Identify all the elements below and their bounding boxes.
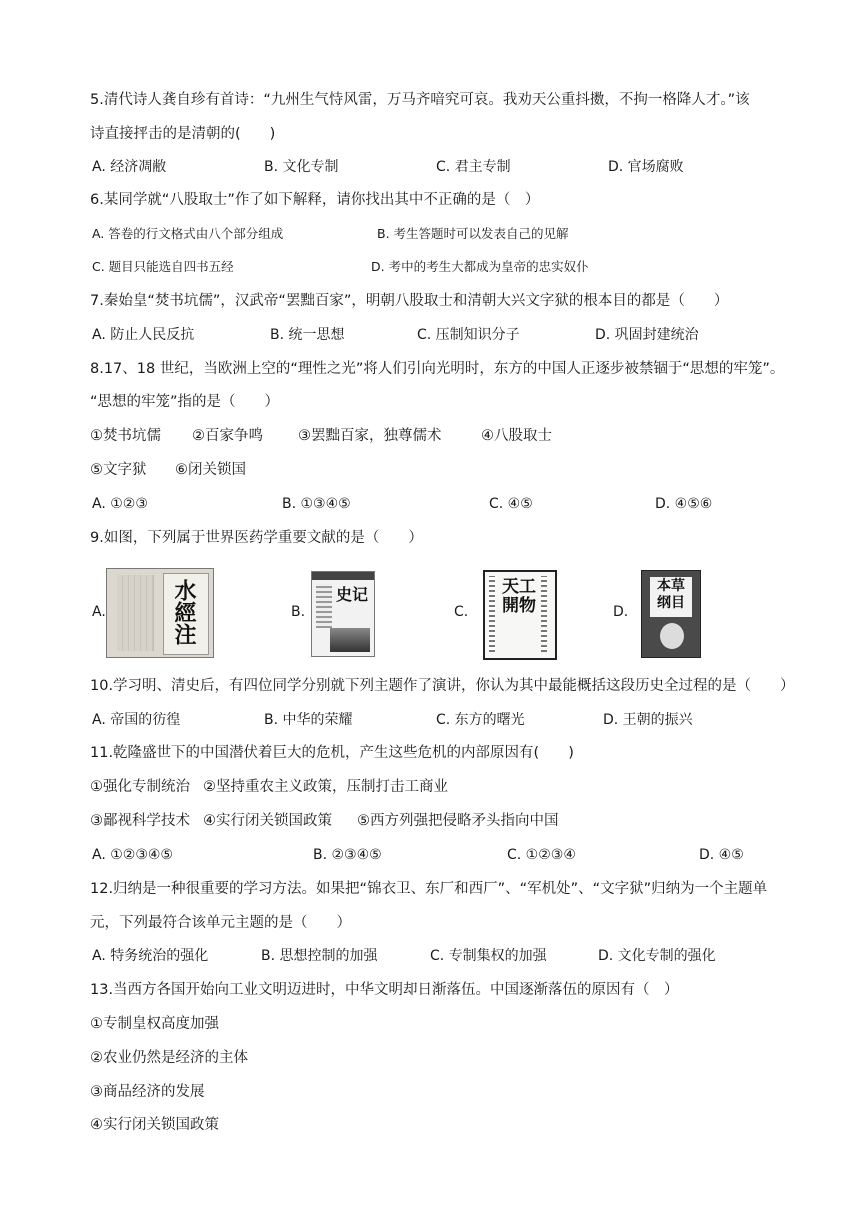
book-c-right-text <box>541 576 547 652</box>
q11-option-a[interactable]: A. ①②③④⑤ <box>92 847 173 863</box>
q5-stem-line1: 5.清代诗人龚自珍有首诗：“九州生气恃风雷，万马齐喑究可哀。我劝天公重抖擞，不拘一格降人才。”该 <box>90 92 750 108</box>
q8-item-2: ②百家争鸣 <box>192 428 263 444</box>
q13-item-2: ②农业仍然是经济的主体 <box>90 1050 248 1066</box>
book-b-top-band <box>312 572 374 580</box>
q10-option-b[interactable]: B. 中华的荣耀 <box>264 712 353 728</box>
q6-option-a[interactable]: A. 答卷的行文格式由八个部分组成 <box>92 226 284 241</box>
q12-stem-line2: 元，下列最符合该单元主题的是（ ） <box>90 915 351 931</box>
book-b-side-text <box>316 584 332 628</box>
q11-option-b[interactable]: B. ②③④⑤ <box>313 847 382 863</box>
q9-book-b-image[interactable] <box>311 571 375 657</box>
q6-stem: 6.某同学就“八股取士”作了如下解释，请你找出其中不正确的是（ ） <box>90 192 540 208</box>
book-d-title: 本草纲目 <box>657 578 685 611</box>
q11-item-5: ⑤西方列强把侵略矛头指向中国 <box>357 813 559 829</box>
q6-option-b[interactable]: B. 考生答题时可以发表自己的见解 <box>377 226 569 241</box>
q12-stem-line1: 12.归纳是一种很重要的学习方法。如果把“锦衣卫、东厂和西厂”、“军机处”、“文字狱”归纳为一个主题单 <box>90 881 768 897</box>
q11-item-3: ③鄙视科学技术 <box>90 813 190 829</box>
q7-option-c[interactable]: C. 压制知识分子 <box>417 327 520 343</box>
q7-option-b[interactable]: B. 统一思想 <box>270 327 345 343</box>
q11-item-2: ②坚持重农主义政策，压制打击工商业 <box>203 779 448 795</box>
q8-option-b[interactable]: B. ①③④⑤ <box>282 496 351 512</box>
q5-stem-line2: 诗直接抨击的是清朝的( ) <box>90 126 276 142</box>
q9-book-d-image[interactable] <box>641 570 701 658</box>
q8-item-1: ①焚书坑儒 <box>90 428 161 444</box>
q11-stem: 11.乾隆盛世下的中国潜伏着巨大的危机，产生这些危机的内部原因有( ) <box>90 745 574 761</box>
book-c-title: 天工開物 <box>502 577 536 616</box>
q5-option-b[interactable]: B. 文化专制 <box>264 159 339 175</box>
q9-stem: 9.如图，下列属于世界医药学重要文献的是（ ） <box>90 530 423 546</box>
q9-option-d-letter[interactable]: D. <box>613 604 629 620</box>
q7-option-d[interactable]: D. 巩固封建统治 <box>595 327 699 343</box>
q10-option-c[interactable]: C. 东方的曙光 <box>436 712 525 728</box>
q10-stem: 10.学习明、清史后，有四位同学分别就下列主题作了演讲，你认为其中最能概括这段历史全过程的是（ ） <box>90 678 795 694</box>
q8-option-c[interactable]: C. ④⑤ <box>489 496 533 512</box>
q12-option-d[interactable]: D. 文化专制的强化 <box>598 948 716 964</box>
book-c-left-text <box>489 576 495 652</box>
q5-option-c[interactable]: C. 君主专制 <box>436 159 511 175</box>
q5-option-d[interactable]: D. 官场腐败 <box>608 159 684 175</box>
q8-item-3: ③罢黜百家，独尊儒术 <box>298 428 442 444</box>
q12-option-b[interactable]: B. 思想控制的加强 <box>261 948 378 964</box>
q12-option-c[interactable]: C. 专制集权的加强 <box>430 948 547 964</box>
book-b-figure <box>330 628 370 652</box>
q5-option-a[interactable]: A. 经济凋敝 <box>92 159 167 175</box>
q13-item-4: ④实行闭关锁国政策 <box>90 1117 219 1133</box>
q7-option-a[interactable]: A. 防止人民反抗 <box>92 327 195 343</box>
q9-option-c-letter[interactable]: C. <box>454 604 469 620</box>
q8-stem-line2: “思想的牢笼”指的是（ ） <box>90 394 280 410</box>
book-a-title: 水經注 <box>171 579 197 645</box>
q6-option-c[interactable]: C. 题目只能选自四书五经 <box>92 259 234 274</box>
q9-book-c-image[interactable] <box>483 570 557 660</box>
book-d-portrait <box>660 623 684 649</box>
q7-stem: 7.秦始皇“焚书坑儒”，汉武帝“罢黜百家”，明朝八股取士和清朝大兴文字狱的根本目的都是（ ） <box>90 293 729 309</box>
q11-item-1: ①强化专制统治 <box>90 779 190 795</box>
q9-option-a-letter[interactable]: A. <box>92 604 106 620</box>
q12-option-a[interactable]: A. 特务统治的强化 <box>92 948 209 964</box>
q13-item-1: ①专制皇权高度加强 <box>90 1016 219 1032</box>
q10-option-d[interactable]: D. 王朝的振兴 <box>603 712 693 728</box>
q13-item-3: ③商品经济的发展 <box>90 1084 205 1100</box>
q9-option-b-letter[interactable]: B. <box>291 604 306 620</box>
book-b-title: 史记 <box>336 585 369 604</box>
q13-stem: 13.当西方各国开始向工业文明迈进时，中华文明却日渐落伍。中国逐渐落伍的原因有（ ） <box>90 982 679 998</box>
q10-option-a[interactable]: A. 帝国的彷徨 <box>92 712 181 728</box>
q6-option-d[interactable]: D. 考中的考生大都成为皇帝的忠实奴仆 <box>371 259 589 274</box>
q11-option-d[interactable]: D. ④⑤ <box>699 847 744 863</box>
q8-stem-line1: 8.17、18 世纪，当欧洲上空的“理性之光”将人们引向光明时，东方的中国人正逐步被禁锢于“思想的牢笼”。 <box>90 361 785 377</box>
q8-item-5: ⑤文字狱 <box>90 462 147 478</box>
q8-item-4: ④八股取士 <box>481 428 552 444</box>
q9-book-a-image[interactable] <box>106 568 214 658</box>
q11-option-c[interactable]: C. ①②③④ <box>507 847 576 863</box>
q8-item-6: ⑥闭关锁国 <box>175 462 246 478</box>
book-a-left-page <box>117 575 154 651</box>
q11-item-4: ④实行闭关锁国政策 <box>203 813 332 829</box>
q8-option-a[interactable]: A. ①②③ <box>92 496 148 512</box>
q8-option-d[interactable]: D. ④⑤⑥ <box>655 496 713 512</box>
